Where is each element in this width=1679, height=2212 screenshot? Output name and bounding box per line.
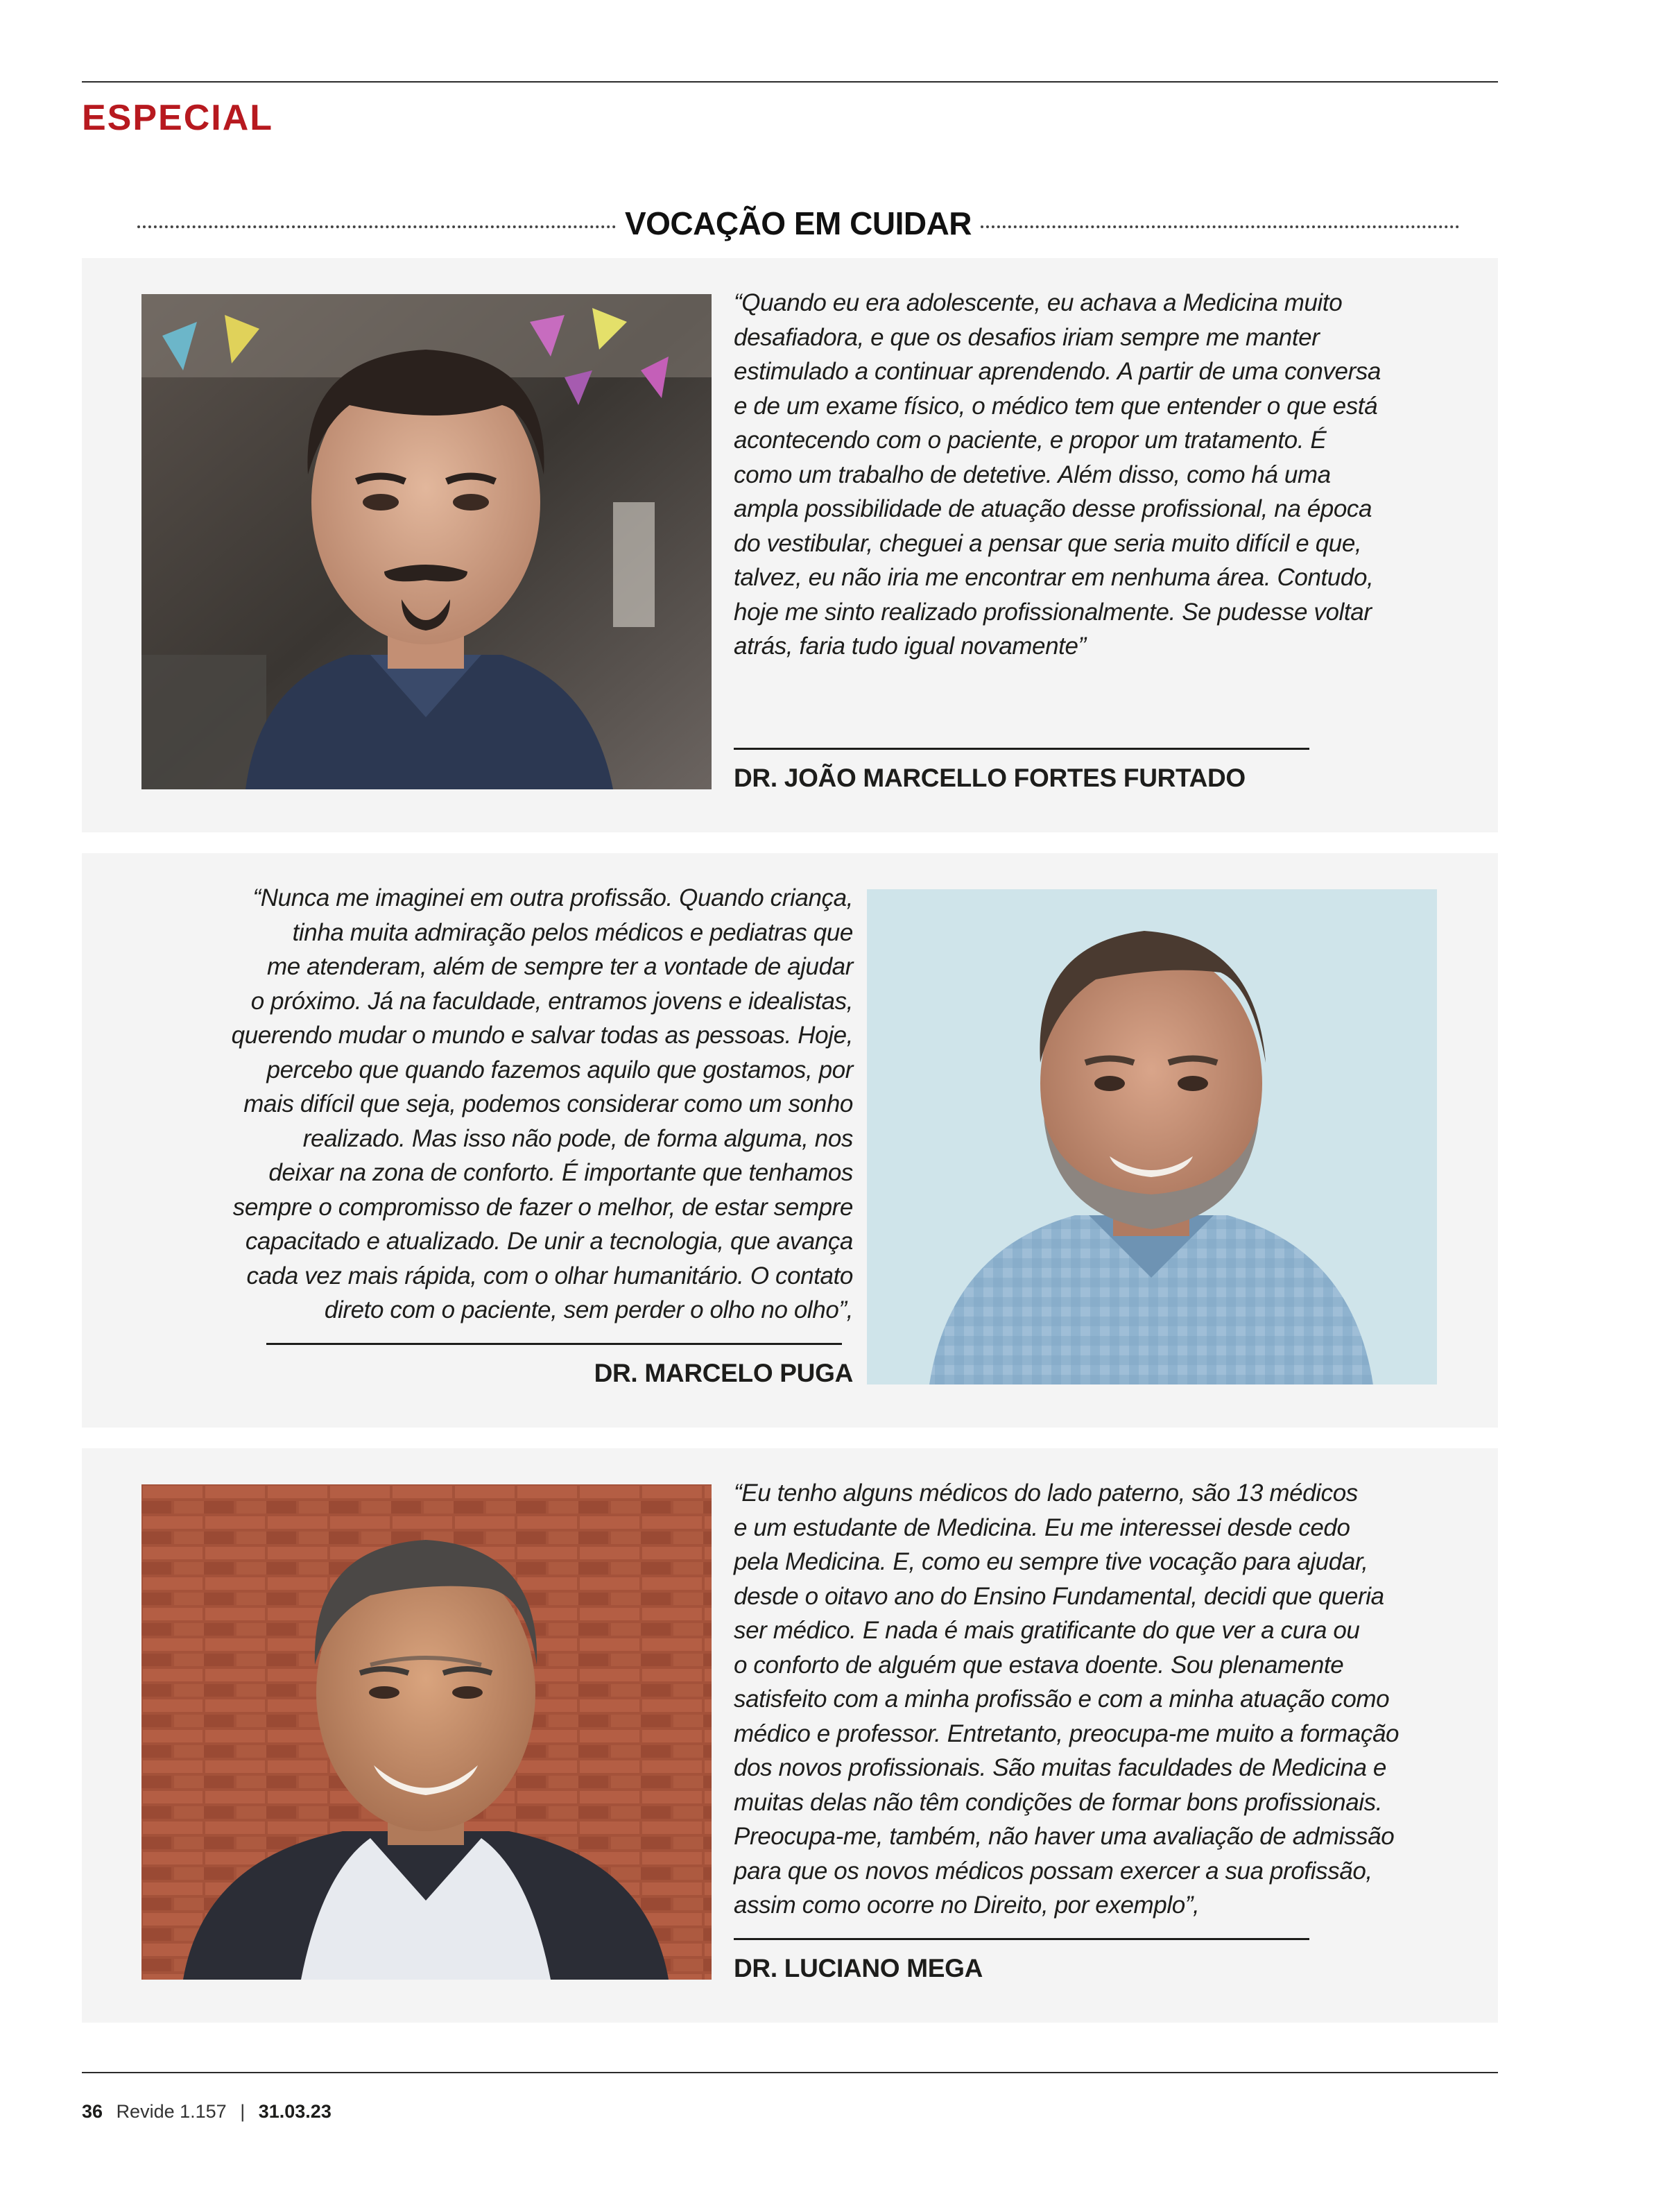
quote-line: deixar na zona de conforto. É importante que tenhamos xyxy=(268,1159,853,1186)
quote-line: Preocupa-me, também, não haver uma avaliação de admissão xyxy=(734,1823,1395,1850)
quote-line: percebo que quando fazemos aquilo que gostamos, por xyxy=(266,1056,853,1083)
portrait-photo xyxy=(867,889,1437,1384)
article-heading-row xyxy=(137,203,1459,244)
quote-line: querendo mudar o mundo e salvar todas as pessoas. Hoje, xyxy=(231,1022,853,1049)
quote-line: cada vez mais rápida, com o olhar humanitário. O contato xyxy=(246,1262,853,1289)
footer-rule xyxy=(82,2072,1498,2073)
quote-text xyxy=(137,881,853,1328)
quote-line: o conforto de alguém que estava doente. Sou plenamente xyxy=(734,1651,1344,1679)
quote-line: sempre o compromisso de fazer o melhor, de estar sempre xyxy=(232,1193,853,1221)
quote-line: desafiadora, e que os desafios iriam sempre me manter xyxy=(734,323,1320,351)
quote-text xyxy=(734,286,1483,664)
quote-line: assim como ocorre no Direito, por exemplo”, xyxy=(734,1892,1200,1919)
quote-line: ampla possibilidade de atuação desse profissional, na época xyxy=(734,495,1372,522)
quote-line: pela Medicina. E, como eu sempre tive vocação para ajudar, xyxy=(734,1548,1368,1575)
quote-line: atrás, faria tudo igual novamente” xyxy=(734,633,1086,660)
quote-line: realizado. Mas isso não pode, de forma alguma, nos xyxy=(302,1124,853,1152)
quote-line: “Quando eu era adolescente, eu achava a Medicina muito xyxy=(734,289,1343,316)
quote-line: o próximo. Já na faculdade, entramos jovens e idealistas, xyxy=(250,987,853,1015)
quote-line: hoje me sinto realizado profissionalmente. Se pudesse voltar xyxy=(734,598,1372,626)
header-rule xyxy=(82,81,1498,83)
quote-line: muitas delas não têm condições de formar bons profissionais. xyxy=(734,1788,1383,1816)
quote-line: e um estudante de Medicina. Eu me interessei desde cedo xyxy=(734,1514,1350,1541)
profile-card-3 xyxy=(82,1448,1498,2023)
quote-line: desde o oitavo ano do Ensino Fundamental, decidi que queria xyxy=(734,1582,1384,1610)
quote-line: direto com o paciente, sem perder o olho no olho”, xyxy=(324,1296,853,1323)
quote-line: estimulado a continuar aprendendo. A partir de uma conversa xyxy=(734,358,1381,385)
quote-line: capacitado e atualizado. De unir a tecnologia, que avança xyxy=(245,1228,853,1255)
profile-card-2 xyxy=(82,853,1498,1427)
section-label: ESPECIAL xyxy=(82,98,274,138)
portrait-joao-marcello xyxy=(141,294,712,789)
footer-separator: | xyxy=(240,2101,246,2122)
profile-card-1 xyxy=(82,258,1498,832)
quote-line: satisfeito com a minha profissão e com a minha atuação como xyxy=(734,1686,1390,1713)
quote-line: dos novos profissionais. São muitas faculdades de Medicina e xyxy=(734,1754,1386,1781)
quote-line: “Nunca me imaginei em outra profissão. Quando criança, xyxy=(252,884,853,911)
quote-line: do vestibular, cheguei a pensar que seria muito difícil e que, xyxy=(734,529,1362,557)
signature-rule xyxy=(734,748,1309,750)
quote-line: talvez, eu não iria me encontrar em nenhuma área. Contudo, xyxy=(734,564,1374,591)
doctor-name: DR. LUCIANO MEGA xyxy=(734,1954,983,1982)
quote-line: acontecendo com o paciente, e propor um tratamento. É xyxy=(734,427,1327,454)
quote-line: como um trabalho de detetive. Além disso, como há uma xyxy=(734,461,1331,488)
quote-line: “Eu tenho alguns médicos do lado paterno, são 13 médicos xyxy=(734,1480,1358,1507)
portrait-photo xyxy=(141,1484,712,1980)
issue-date: 31.03.23 xyxy=(258,2101,332,2122)
article-heading: VOCAÇÃO EM CUIDAR xyxy=(624,205,972,241)
portrait-marcelo-puga xyxy=(867,889,1437,1384)
quote-line: e de um exame físico, o médico tem que entender o que está xyxy=(734,392,1378,420)
quote-text xyxy=(734,1476,1483,1923)
heading-dotted-rule-right xyxy=(981,225,1459,228)
quote-line: me atenderam, além de sempre ter a vontade de ajudar xyxy=(267,953,853,980)
portrait-luciano-mega xyxy=(141,1484,712,1980)
quote-line: tinha muita admiração pelos médicos e pediatras que xyxy=(292,918,853,946)
quote-line: médico e professor. Entretanto, preocupa-me muito a formação xyxy=(734,1720,1400,1747)
portrait-photo xyxy=(141,294,712,789)
quote-line: ser médico. E nada é mais gratificante do que ver a cura ou xyxy=(734,1617,1360,1644)
quote-line: mais difícil que seja, podemos considerar como um sonho xyxy=(243,1090,853,1117)
publication-issue: Revide 1.157 xyxy=(116,2101,227,2122)
signature-rule xyxy=(734,1938,1309,1940)
doctor-name: DR. JOÃO MARCELLO FORTES FURTADO xyxy=(734,764,1246,792)
page-footer xyxy=(82,2098,332,2125)
signature-rule xyxy=(266,1343,842,1345)
doctor-name: DR. MARCELO PUGA xyxy=(594,1359,853,1387)
quote-line: para que os novos médicos possam exercer a sua profissão, xyxy=(734,1857,1372,1885)
page-number: 36 xyxy=(82,2101,103,2122)
